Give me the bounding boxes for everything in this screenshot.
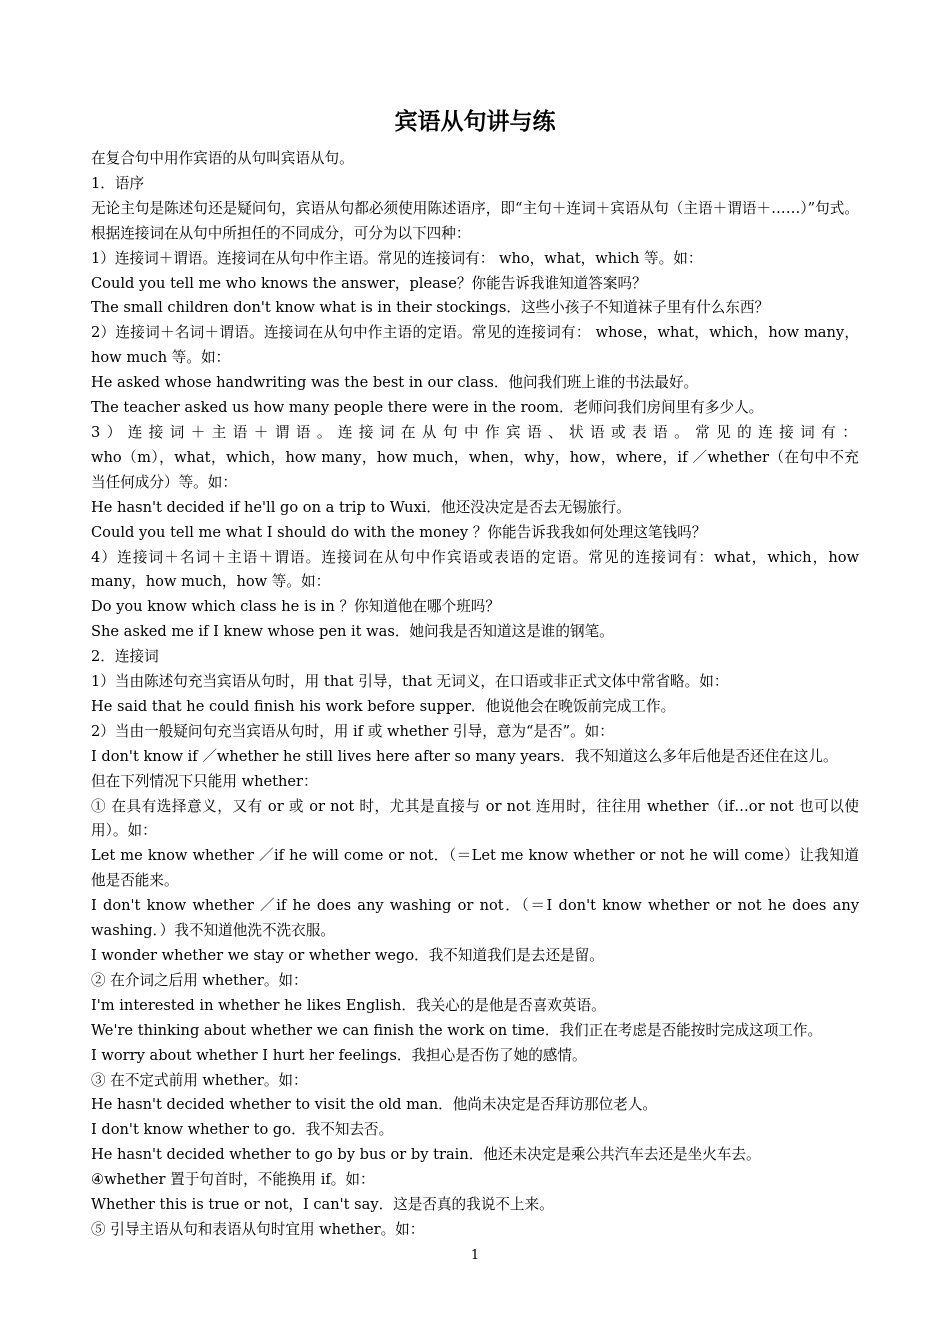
rule-item: ① 在具有选择意义，又有 or 或 or not 时，尤其是直接与 or not 连用时，往往用 whether（if…or not 也可以使用）。如：	[91, 797, 859, 840]
paragraph: 4）连接词＋名词＋主语＋谓语。连接词在从句中作宾语或表语的定语。常见的连接词有：what，which，how many，how much，how 等。如：	[91, 548, 859, 591]
example-sentence: Could you tell me what I should do with the money ？你能告诉我我如何处理这笔钱吗？	[91, 523, 707, 541]
example-sentence: I don't know whether ／if he does any washing or not．（＝I don't know whether or not he does any washing．）我不知道他洗不洗衣服。	[91, 897, 859, 940]
example-sentence: I worry about whether I hurt her feelings．我担心是否伤了她的感情。	[91, 1046, 587, 1064]
example-sentence: He said that he could finish his work before supper．他说他会在晚饭前完成工作。	[91, 697, 676, 715]
example-sentence: I don't know if ／whether he still lives here after so many years．我不知道这么多年后他是否还住在这儿。	[91, 747, 838, 765]
example-sentence: Whether this is true or not，I can't say．这是否真的我说不上来。	[91, 1196, 554, 1214]
example-sentence: The teacher asked us how many people there were in the room．老师问我们房间里有多少人。	[91, 399, 764, 417]
paragraph: 3）连接词＋主语＋谓语。连接词在从句中作宾语、状语或表语。常见的连接词有：	[91, 423, 859, 441]
example-sentence: Do you know which class he is in ？你知道他在哪个班吗？	[91, 598, 500, 616]
example-sentence: He hasn't decided whether to visit the old man．他尚未决定是否拜访那位老人。	[91, 1096, 658, 1114]
page-number: 1	[470, 1248, 480, 1263]
document-body	[91, 147, 859, 1243]
example-sentence: I'm interested in whether he likes English．我关心的是他是否喜欢英语。	[91, 996, 606, 1014]
paragraph: 1）当由陈述句充当宾语从句时，用 that 引导，that 无词义，在口语或非正式文体中常省略。如：	[91, 673, 729, 691]
example-sentence: He hasn't decided whether to go by bus or by train．他还未决定是乘公共汽车去还是坐火车去。	[91, 1146, 761, 1164]
paragraph: 但在下列情况下只能用 whether：	[91, 772, 318, 790]
paragraph: 2）连接词＋名词＋谓语。连接词在从句中作主语的定语。常见的连接词有： whose，what，which，how many，how much 等。如：	[91, 324, 859, 367]
rule-item: ⑤ 引导主语从句和表语从句时宜用 whether。如：	[91, 1220, 425, 1238]
example-sentence: I wonder whether we stay or whether wego．我不知道我们是去还是留。	[91, 947, 604, 964]
paragraph: 2）当由一般疑问句充当宾语从句时，用 if 或 whether 引导，意为“是否”。如：	[91, 722, 614, 740]
rule-item: ③ 在不定式前用 whether。如：	[91, 1071, 308, 1089]
section-heading: 2．连接词	[91, 648, 159, 666]
paragraph: who（m），what，which，how many，how much，when，why，how，where，if ／whether（在句中不充当任何成分）等。如：	[91, 448, 859, 491]
rule-item: ④whether 置于句首时，不能换用 if。如：	[91, 1171, 375, 1189]
example-sentence: Let me know whether ／if he will come or not．（＝Let me know whether or not he will come）让我知道他是否能来。	[91, 847, 859, 890]
example-sentence: Could you tell me who knows the answer，please？你能告诉我谁知道答案吗？	[91, 274, 647, 292]
example-sentence: He hasn't decided if he'll go on a trip to Wuxi．他还没决定是否去无锡旅行。	[91, 498, 631, 516]
document-title: 宾语从句讲与练	[394, 108, 556, 135]
example-sentence: The small children don't know what is in their stockings．这些小孩子不知道袜子里有什么东西？	[91, 299, 770, 317]
paragraph: 无论主句是陈述句还是疑问句，宾语从句都必须使用陈述语序，即“主句＋连词＋宾语从句（主语＋谓语＋……）”句式。根据连接词在从句中所担任的不同成分，可分为以下四种：	[91, 199, 859, 242]
example-sentence: He asked whose handwriting was the best in our class．他问我们班上谁的书法最好。	[91, 374, 699, 392]
example-sentence: She asked me if I knew whose pen it was．她问我是否知道这是谁的钢笔。	[91, 623, 614, 641]
rule-item: ② 在介词之后用 whether。如：	[91, 971, 308, 989]
example-sentence: We're thinking about whether we can finish the work on time．我们正在考虑是否能按时完成这项工作。	[91, 1021, 823, 1039]
paragraph: 在复合句中用作宾语的从句叫宾语从句。	[91, 150, 354, 167]
paragraph: 1）连接词＋谓语。连接词在从句中作主语。常见的连接词有： who，what，which 等。如：	[91, 249, 703, 267]
example-sentence: I don't know whether to go．我不知去否。	[91, 1121, 394, 1139]
section-heading: 1．语序	[91, 174, 145, 192]
